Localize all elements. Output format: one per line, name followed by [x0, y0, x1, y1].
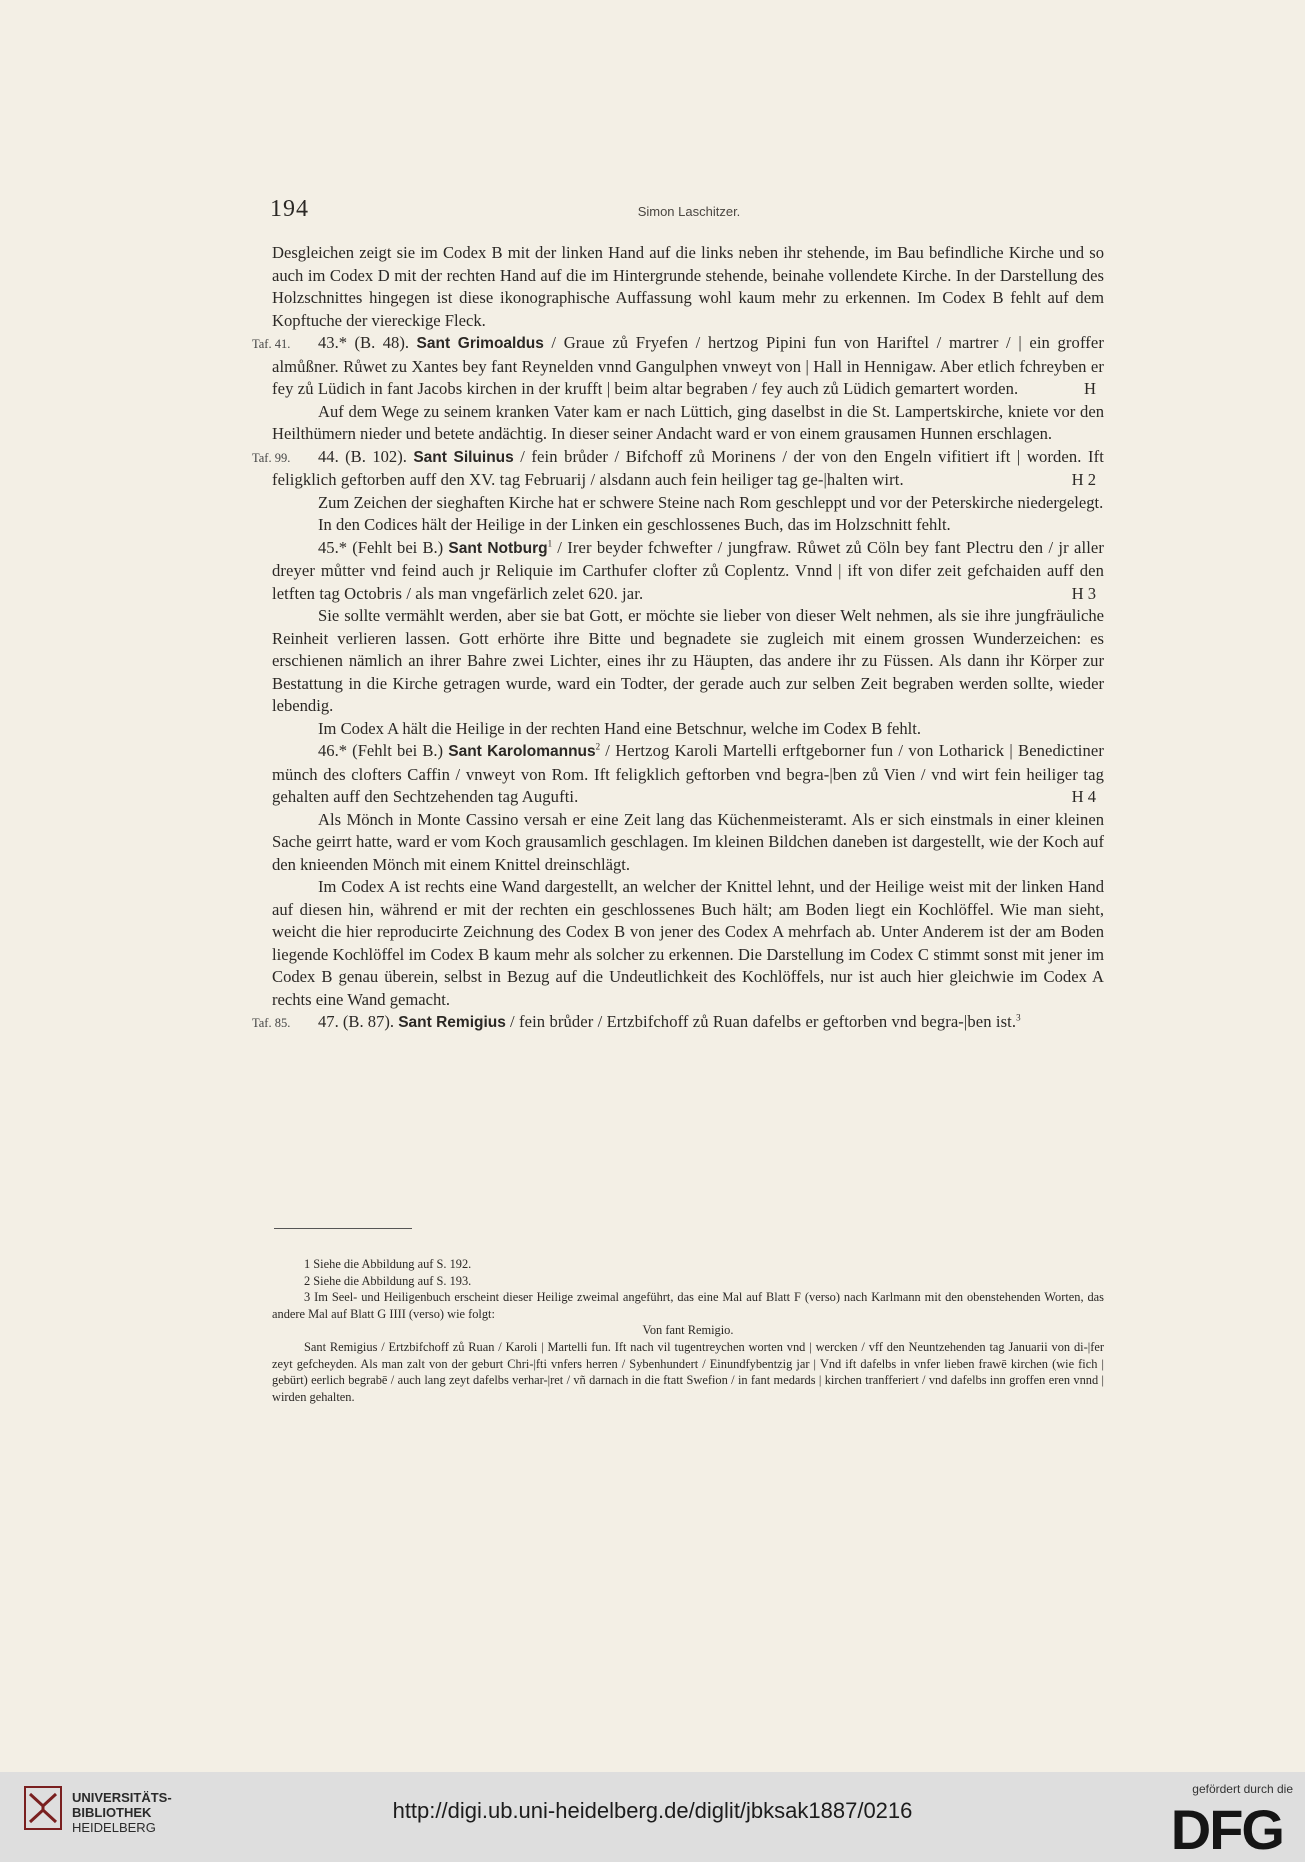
entry-number: 45.* (Fehlt bei B.) — [318, 537, 444, 557]
paragraph: Im Codex A ist rechts eine Wand dargestellt, an welcher der Knittel lehnt, und der Heilige weist mit der linken Hand auf diesen hin, während er mit der rechten ein geschlossenes Buch hält; am Boden liegt ein Kochlöffel. Wie man sieht, weicht die hier reproducirte Zeichnung des Codex B von jener des Codex A mehrfach ab. Unter Anderem ist der am Boden liegende Kochlöffel im Codex B kaum mehr als solcher zu erkennen. Die Darstellung im Codex C stimmt sonst mit jener im Codex B genau überein, selbst in Bezug auf die Undeutlichkeit des Kochlöffels, nur ist auch hier gleichwie im Codex A rechts eine Wand gemacht. — [272, 877, 1104, 1009]
plate-reference: Taf. 99. — [252, 450, 291, 465]
signature-mark: H 3 — [1071, 583, 1096, 603]
running-title: Simon Laschitzer. — [637, 204, 741, 219]
entry-43 — [252, 332, 1104, 401]
paragraph: Als Mönch in Monte Cassino versah er eine Zeit lang das Küchenmeisteramt. Als er sich einstmals in einer kleinen Sache geirrt hatte, ward er vom Koch grausamlich geschlagen. Im kleinen Bildchen daneben ist dargestellt, wie der Koch auf den knieenden Mönch mit einem Knittel dreinschlägt. — [272, 809, 1104, 874]
footnote-ref: 2 — [595, 741, 601, 752]
viewer-footer — [0, 1772, 1305, 1862]
saint-name: Sant Remigius — [398, 1014, 506, 1031]
entry-quote: / Irer beyder fchwefter / jungfraw. Růwet zů Cöln bey fant Plectru den / jr aller dreyer můtter vnd feind auch jr Reliquie im Carthufer clofter zů Coplentz. Vnnd | ift von difer zeit gefchaiden auff den letften tag Octobris / als man vngefärlich zelet 620. jar. — [272, 537, 1105, 603]
entry-45 — [272, 537, 1104, 606]
entry-47 — [252, 1011, 1104, 1035]
footnote-1: 1 Siehe die Abbildung auf S. 192. — [304, 1257, 472, 1271]
main-text — [252, 242, 1105, 1035]
institution-line: UNIVERSITÄTS- — [72, 1790, 172, 1805]
plate-reference: Taf. 85. — [252, 1016, 291, 1030]
dfg-logo: DFG — [1170, 1798, 1283, 1861]
paragraph: Zum Zeichen der sieghaften Kirche hat er schwere Steine nach Rom geschleppt und vor der Peterskirche niedergelegt. — [318, 492, 1104, 512]
signature-mark: H — [1084, 379, 1096, 398]
entry-46 — [272, 740, 1104, 809]
entry-number: 43.* (B. 48). — [318, 333, 410, 352]
entry-quote: / Hertzog Karoli Martelli erftgeborner fun / von Lotharick | Benedictiner münch des clofters Caffin / vnweyt von Rom. Ift feligklich geftorben vnd begra-|ben zů Vien / vnd wirt fein heiliger tag gehalten auff den Sechtzehenden tag Augufti. — [272, 741, 1105, 806]
entry-number: 47. (B. 87). — [318, 1012, 395, 1031]
funding-note: gefördert durch die — [1192, 1782, 1293, 1796]
permalink-url[interactable]: http://digi.ub.uni-heidelberg.de/diglit/jbksak1887/0216 — [392, 1798, 913, 1823]
saint-name: Sant Siluinus — [413, 448, 514, 466]
footnote-3-quote: Sant Remigius / Ertzbifchoff zů Ruan / Karoli | Martelli fun. Ift nach vil tugentreychen worten vnd | wercken / vff den Neuntzehenden tag Januarii von di-|fer zeyt gefcheyden. Als man zalt von der geburt Chri-|fti vnfers herren / Sybenhundert / Einundfybentzig jar | Vnd ift dafelbs in vnfer lieben frawē kirchen (wie fich | gebürt) eerlich begrabē / auch lang zeyt dafelbs verhar-|ret / vñ darnach in die ftatt Swefion / in fant medards | kirchen tranfferiert / vnd dafelbs inn groffen eren vnnd | wirden gehalten. — [272, 1339, 1104, 1404]
paragraph: In den Codices hält der Heilige in der Linken ein geschlossenes Buch, das im Holzschnitt fehlt. — [318, 515, 951, 534]
page-header — [268, 196, 1110, 222]
institution-line: BIBLIOTHEK — [72, 1805, 152, 1820]
signature-mark: H 4 — [1071, 787, 1096, 806]
footnote-3-title: Von fant Remigio. — [642, 1323, 734, 1338]
saint-name: Sant Karolomannus — [448, 743, 596, 760]
entry-number: 46.* (Fehlt bei B.) — [318, 741, 444, 760]
entry-44 — [252, 446, 1104, 492]
saint-name: Sant Notburg — [448, 539, 548, 557]
entry-quote: / Graue zů Fryefen / hertzog Pipini fun von Hariftel / martrer / | ein groffer almůßner. Růwet zu Xantes bey fant Reynelden vnnd Gangulphen vnweyt von | Hall in Hennigaw. Aber etlich fchreyben er fey zů Lüdich in fant Jacobs kirchen in der krufft | beim altar begraben / fey auch zů Lüdich gemartert worden. — [272, 333, 1104, 398]
institution-line: HEIDELBERG — [72, 1820, 156, 1835]
entry-quote: / fein brůder / Ertzbifchoff zů Ruan dafelbs er geftorben vnd begra-|ben ist. — [510, 1012, 1017, 1031]
signature-mark: H 2 — [1071, 470, 1096, 489]
entry-quote: / fein brůder / Bifchoff zů Morinens / der von den Engeln vifitiert ift | worden. Ift feligklich geftorben auff den XV. tag Februarij / alsdann auch fein heiliger tag ge-|halten wirt. — [272, 446, 1104, 489]
footnote-rule — [274, 1228, 412, 1229]
footnote-2: 2 Siehe die Abbildung auf S. 193. — [304, 1273, 472, 1288]
saint-name: Sant Grimoaldus — [416, 335, 544, 352]
plate-reference: Taf. 41. — [252, 337, 291, 351]
page-number: 194 — [270, 196, 309, 222]
paragraph: Desgleichen zeigt sie im Codex B mit der linken Hand auf die links neben ihr stehende, im Bau befindliche Kirche und so auch im Codex D mit der rechten Hand auf die im Hintergrunde stehende, beinahe vollendete Kirche. In der Darstellung des Holzschnittes hingegen ist diese ikonographische Auffassung wohl kaum mehr zu erkennen. Im Codex B fehlt auf dem Kopftuche der viereckige Fleck. — [272, 243, 1104, 330]
footnote-3: 3 Im Seel- und Heiligenbuch erscheint dieser Heilige zweimal angeführt, das eine Mal auf Blatt F (verso) nach Karlmann mit den obenstehenden Worten, das andere Mal auf Blatt G IIII (verso) wie folgt: — [272, 1290, 1104, 1321]
paragraph: Sie sollte vermählt werden, aber sie bat Gott, er möchte sie lieber von dieser Welt nehmen, als sie ihre jungfräuliche Reinheit verlieren lassen. Gott erhörte ihre Bitte und begnadete sie zugleich mit einem grossen Wunderzeichen: es erschienen nämlich an ihrer Bahre zwei Lichter, eines ihr zu Häupten, das andere ihr zu Füssen. Als dann ihr Körper zur Bestattung in die Kirche getragen wurde, ward ein Todter, der gerade auch zur selben Zeit begraben werden sollte, wieder lebendig. — [272, 606, 1104, 715]
footnote-ref: 3 — [1016, 1012, 1021, 1023]
paragraph: Im Codex A hält die Heilige in der rechten Hand eine Betschnur, welche im Codex B fehlt. — [318, 718, 921, 738]
paragraph: Auf dem Wege zu seinem kranken Vater kam er nach Lüttich, ging daselbst in die St. Lampertskirche, kniete vor den Heilthümern nieder und betete andächtig. In dieser seiner Andacht ward er von einem grausamen Hunnen erschlagen. — [272, 401, 1104, 443]
footnotes — [272, 1256, 1104, 1405]
entry-number: 44. (B. 102). — [318, 446, 407, 466]
footnote-ref: 1 — [547, 537, 553, 548]
